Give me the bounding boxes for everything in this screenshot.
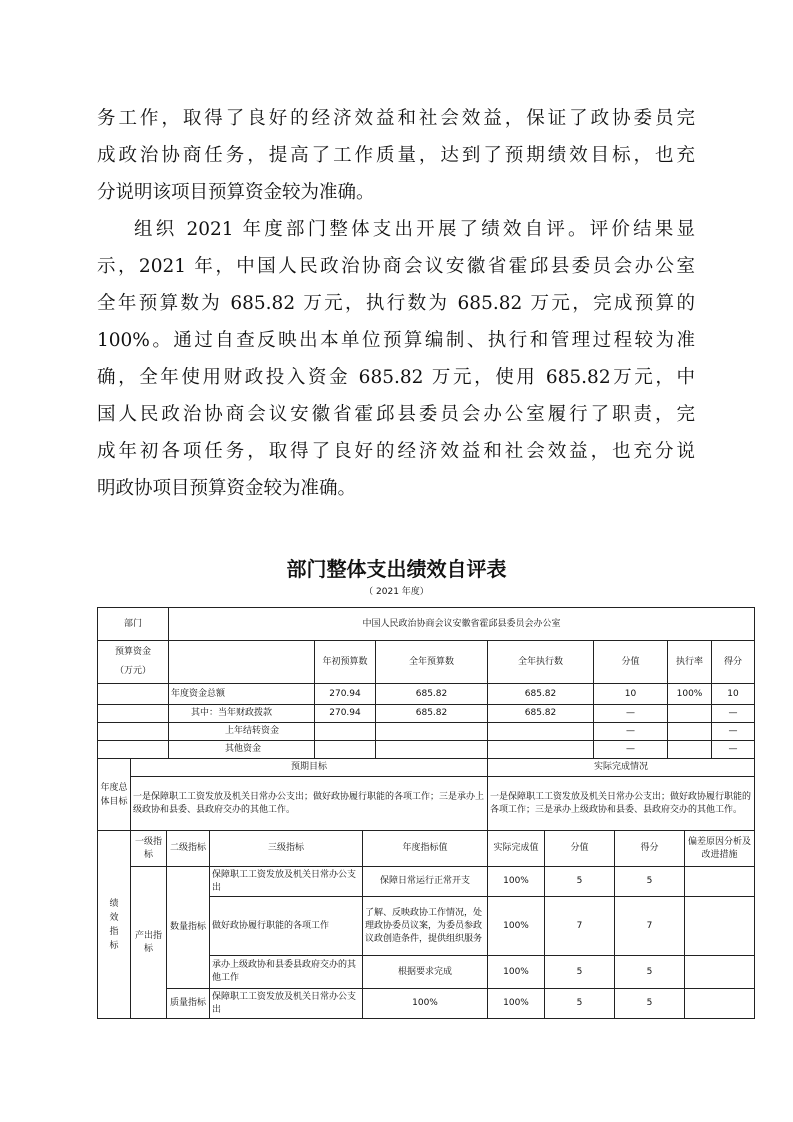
empty-cell [98,684,169,705]
cell: 685.82 [376,684,488,705]
cell: — [712,741,755,759]
header-cell: 偏差原因分析及改进措施 [685,831,755,867]
header-cell: 全年预算数 [376,641,488,684]
body-text-line: 全年预算数为 685.82 万元，执行数为 685.82 万元，完成预算的 [97,293,695,314]
cell: 685.82 [488,705,594,723]
table-title: 部门整体支出绩效自评表 [286,557,507,581]
score-value-cell: 5 [545,867,615,897]
header-cell: 分值 [545,831,615,867]
cell: 10 [594,684,668,705]
score-cell: 5 [615,867,685,897]
level2-cell: 数量指标 [167,867,210,989]
actual-cell: 100% [488,897,545,956]
analysis-cell [685,897,755,956]
cell [668,705,712,723]
cell [376,723,488,741]
goal-label: 年度总体目标 [98,759,131,831]
cell: 10 [712,684,755,705]
row-label: 其他资金 [169,741,315,759]
level3-cell: 承办上级政协和县委县政府交办的其他工作 [210,956,363,989]
body-text-line: 示，2021 年，中国人民政治协商会议安徽省霍邱县委员会办公室 [97,256,695,277]
cell: 685.82 [376,705,488,723]
goal-actual: 一是保障职工工资发放及机关日常办公支出；做好政协履行职能的各项工作；三是承办上级政协和县委、县政府交办的其他工作。 [488,777,755,831]
table-row [98,723,755,741]
annual-goal-table [97,758,755,831]
actual-cell: 100% [488,867,545,897]
header-cell: 得分 [615,831,685,867]
empty-cell [98,723,169,741]
cell [488,723,594,741]
header-cell: 得分 [712,641,755,684]
actual-cell: 100% [488,989,545,1019]
header-cell: 执行率 [668,641,712,684]
performance-indicator-table [97,830,755,1019]
goal-actual-header: 实际完成情况 [488,759,755,777]
level2-cell: 质量指标 [167,989,210,1019]
body-text-line: 100%。通过自查反映出本单位预算编制、执行和管理过程较为准 [97,330,695,351]
budget-label [98,641,169,684]
empty-cell [169,641,315,684]
table-subtitle: （ 2021 年度） [364,587,429,597]
cell [315,741,376,759]
cell [376,741,488,759]
table-row [98,705,755,723]
level3-cell: 保障职工工资发放及机关日常办公支出 [210,989,363,1019]
target-cell: 保障日常运行正常开支 [363,867,488,897]
body-text-line: 分说明该项目预算资金较为准确。 [97,182,375,203]
header-cell: 全年执行数 [488,641,594,684]
cell [668,741,712,759]
target-cell: 根据要求完成 [363,956,488,989]
cell: 685.82 [488,684,594,705]
body-text-line: 国人民政治协商会议安徽省霍邱县委员会办公室履行了职责，完 [97,404,695,425]
row-label: 上年结转资金 [169,723,315,741]
cell: — [712,705,755,723]
analysis-cell [685,989,755,1019]
cell [488,741,594,759]
dept-value: 中国人民政治协商会议安徽省霍邱县委员会办公室 [169,608,755,641]
empty-cell [98,741,169,759]
analysis-cell [685,956,755,989]
table-row [98,867,755,897]
cell: — [594,741,668,759]
table-row [98,741,755,759]
target-cell: 了解、反映政协工作情况，处理政协委员议案，为委员参政议政创造条件，提供组织服务 [363,897,488,956]
score-cell: 7 [615,897,685,956]
cell: 100% [668,684,712,705]
cell: — [712,723,755,741]
actual-cell: 100% [488,956,545,989]
cell: — [594,705,668,723]
header-cell: 年度指标值 [363,831,488,867]
goal-expected-header: 预期目标 [131,759,488,777]
score-cell: 5 [615,956,685,989]
budget-table [97,607,755,759]
body-text-line: 确，全年使用财政投入资金 685.82 万元，使用 685.82万元，中 [97,367,695,388]
header-cell: 二级指标 [167,831,210,867]
goal-expected: 一是保障职工工资发放及机关日常办公支出；做好政协履行职能的各项工作；三是承办上级政协和县委、县政府交办的其他工作。 [131,777,488,831]
header-cell: 实际完成值 [488,831,545,867]
perf-label: 绩效指标 [98,831,131,1019]
budget-label-line: 预算资金 [114,647,151,657]
level3-cell: 做好政协履行职能的各项工作 [210,897,363,956]
score-value-cell: 7 [545,897,615,956]
row-label: 其中：当年财政拨款 [169,705,315,723]
cell: 270.94 [315,705,376,723]
cell: — [594,723,668,741]
analysis-cell [685,867,755,897]
score-value-cell: 5 [545,989,615,1019]
score-value-cell: 5 [545,956,615,989]
body-text-line: 成政治协商任务，提高了工作质量，达到了预期绩效目标，也充 [97,145,695,166]
cell: 270.94 [315,684,376,705]
body-text-line: 组织 2021 年度部门整体支出开展了绩效自评。评价结果显 [134,219,695,240]
dept-label: 部门 [98,608,169,641]
table-row [98,684,755,705]
header-cell: 一级指标 [131,831,167,867]
body-text-line: 务工作，取得了良好的经济效益和社会效益，保证了政协委员完 [97,108,695,129]
target-cell: 100% [363,989,488,1019]
body-text-line: 明政协项目预算资金较为准确。 [97,478,357,499]
row-label: 年度资金总额 [169,684,315,705]
table-row [98,989,755,1019]
level1-cell: 产出指标 [131,867,167,1019]
header-cell: 三级指标 [210,831,363,867]
budget-unit: （万元） [114,666,151,676]
cell [315,723,376,741]
header-cell: 分值 [594,641,668,684]
body-text-line: 成年初各项任务，取得了良好的经济效益和社会效益，也充分说 [97,441,695,462]
empty-cell [98,705,169,723]
score-cell: 5 [615,989,685,1019]
header-cell: 年初预算数 [315,641,376,684]
level3-cell: 保障职工工资发放及机关日常办公支出 [210,867,363,897]
cell [668,723,712,741]
